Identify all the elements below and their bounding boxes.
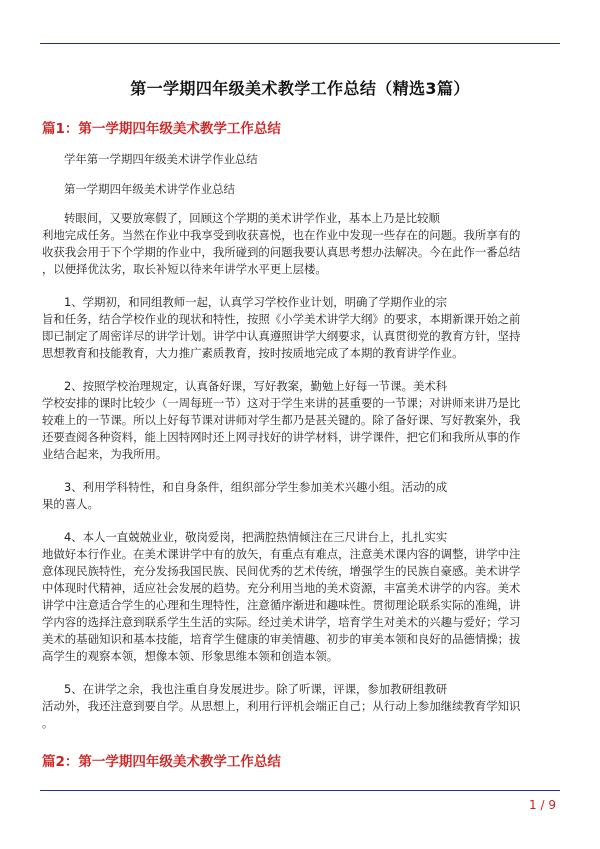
subtitle-line: 第一学期四年级美术讲学作业总结 bbox=[64, 182, 235, 196]
paragraph-line: 学内容的选择注意到联系学生生活的实际。经过美术讲学，培育学生对美术的兴趣与爱好；学习 bbox=[42, 615, 521, 629]
paragraph-line: 2、按照学校治理规定，认真备好课，写好教案，勤勉上好每一节课。美术科 bbox=[64, 379, 448, 393]
paragraph-line: 转眼间，又要放寒假了，回顾这个学期的美术讲学作业，基本上乃是比较顺 bbox=[64, 211, 440, 225]
header-rule bbox=[40, 43, 560, 44]
paragraph-line: 5、在讲学之余，我也注重自身发展进步。除了听课，评课，参加教研组教研 bbox=[64, 682, 448, 696]
document-title: 第一学期四年级美术教学工作总结（精选3篇） bbox=[130, 79, 470, 98]
paragraph-line: 活动外，我还注意到要自学。从思想上，利用行评机会端正自己；从行动上参加继续教育学知识 bbox=[42, 699, 521, 713]
footer-rule bbox=[40, 790, 560, 791]
paragraph-line: 思想教育和技能教育，大力推广素质教育，按时按质地完成了本期的教育讲学作业。 bbox=[42, 346, 464, 360]
paragraph-line: 利地完成任务。当然在作业中我享受到收获喜悦，也在作业中发现一些存在的问题。我所享有的 bbox=[42, 228, 521, 242]
paragraph-line: 较难上的一节课。所以上好每节课对讲师对学生都乃是甚关键的。除了备好课、写好教案外，我 bbox=[42, 413, 521, 427]
paragraph-line: 美术的基础知识和基本技能，培育学生健康的审美情趣、初步的审美本领和良好的品德情操；拔 bbox=[42, 632, 521, 646]
paragraph-line: 3、利用学科特性，和自身条件，组织部分学生参加美术兴趣小组。活动的成 bbox=[64, 480, 448, 494]
paragraph-line: 收获我会用于下个学期的作业中，我所碰到的问题我要认真思考想办法解决。今在此作一番总结 bbox=[42, 245, 521, 259]
paragraph-line: 中体现时代精神，适应社会发展的趋势。充分利用当地的美术资源，丰富美术讲学的内容。美术 bbox=[42, 581, 521, 595]
paragraph-line: 4、本人一直兢兢业业，敬岗爱岗，把满腔热情倾注在三尺讲台上，扎扎实实 bbox=[64, 530, 448, 544]
section-heading-1: 篇1：第一学期四年级美术教学工作总结 bbox=[42, 121, 281, 137]
paragraph-line: 即已制定了周密详尽的讲学计划。讲学中认真遵照讲学大纲要求，认真贯彻党的教育方针，坚持 bbox=[42, 329, 521, 343]
paragraph-line: 1、学期初，和同组教师一起，认真学习学校作业计划，明确了学期作业的宗 bbox=[64, 295, 448, 309]
paragraph-line: 旨和任务，结合学校作业的现状和特性，按照《小学美术讲学大纲》的要求，本期新课开始之前 bbox=[42, 312, 521, 326]
paragraph-line: 高学生的观察本领，想像本领、形象思维本领和创造本领。 bbox=[42, 649, 339, 663]
page-number: 1 / 9 bbox=[529, 798, 556, 812]
paragraph-line: 还要查阅各种资料，能上因特网时还上网寻找好的讲学材料，讲学课件，把它们和我所从事的作 bbox=[42, 430, 521, 444]
paragraph-line: 业结合起来，为我所用。 bbox=[42, 447, 168, 461]
paragraph-line: 学校安排的课时比较少（一周每班一节）这对于学生来讲的甚重要的一节课；对讲师来讲乃是比 bbox=[42, 396, 521, 410]
paragraph-line: 意体现民族特性，充分发扬我国民族、民间优秀的艺术传统，增强学生的民族自豪感。美术讲学 bbox=[42, 564, 521, 578]
section-heading-2: 篇2：第一学期四年级美术教学工作总结 bbox=[42, 754, 281, 770]
paragraph-line: ，以便择优汰劣，取长补短以待来年讲学水平更上层楼。 bbox=[42, 262, 327, 276]
subtitle-line: 学年第一学期四年级美术讲学作业总结 bbox=[64, 152, 258, 166]
paragraph-line: 果的喜人。 bbox=[42, 497, 99, 511]
paragraph-line: 地做好本行作业。在美术课讲学中有的放矢，有重点有难点，注意美术课内容的调整，讲学中注 bbox=[42, 547, 521, 561]
paragraph-line: 。 bbox=[42, 716, 54, 730]
paragraph-line: 讲学中注意适合学生的心理和生理特性，注意循序渐进和趣味性。贯彻理论联系实际的准绳，讲 bbox=[42, 598, 521, 612]
